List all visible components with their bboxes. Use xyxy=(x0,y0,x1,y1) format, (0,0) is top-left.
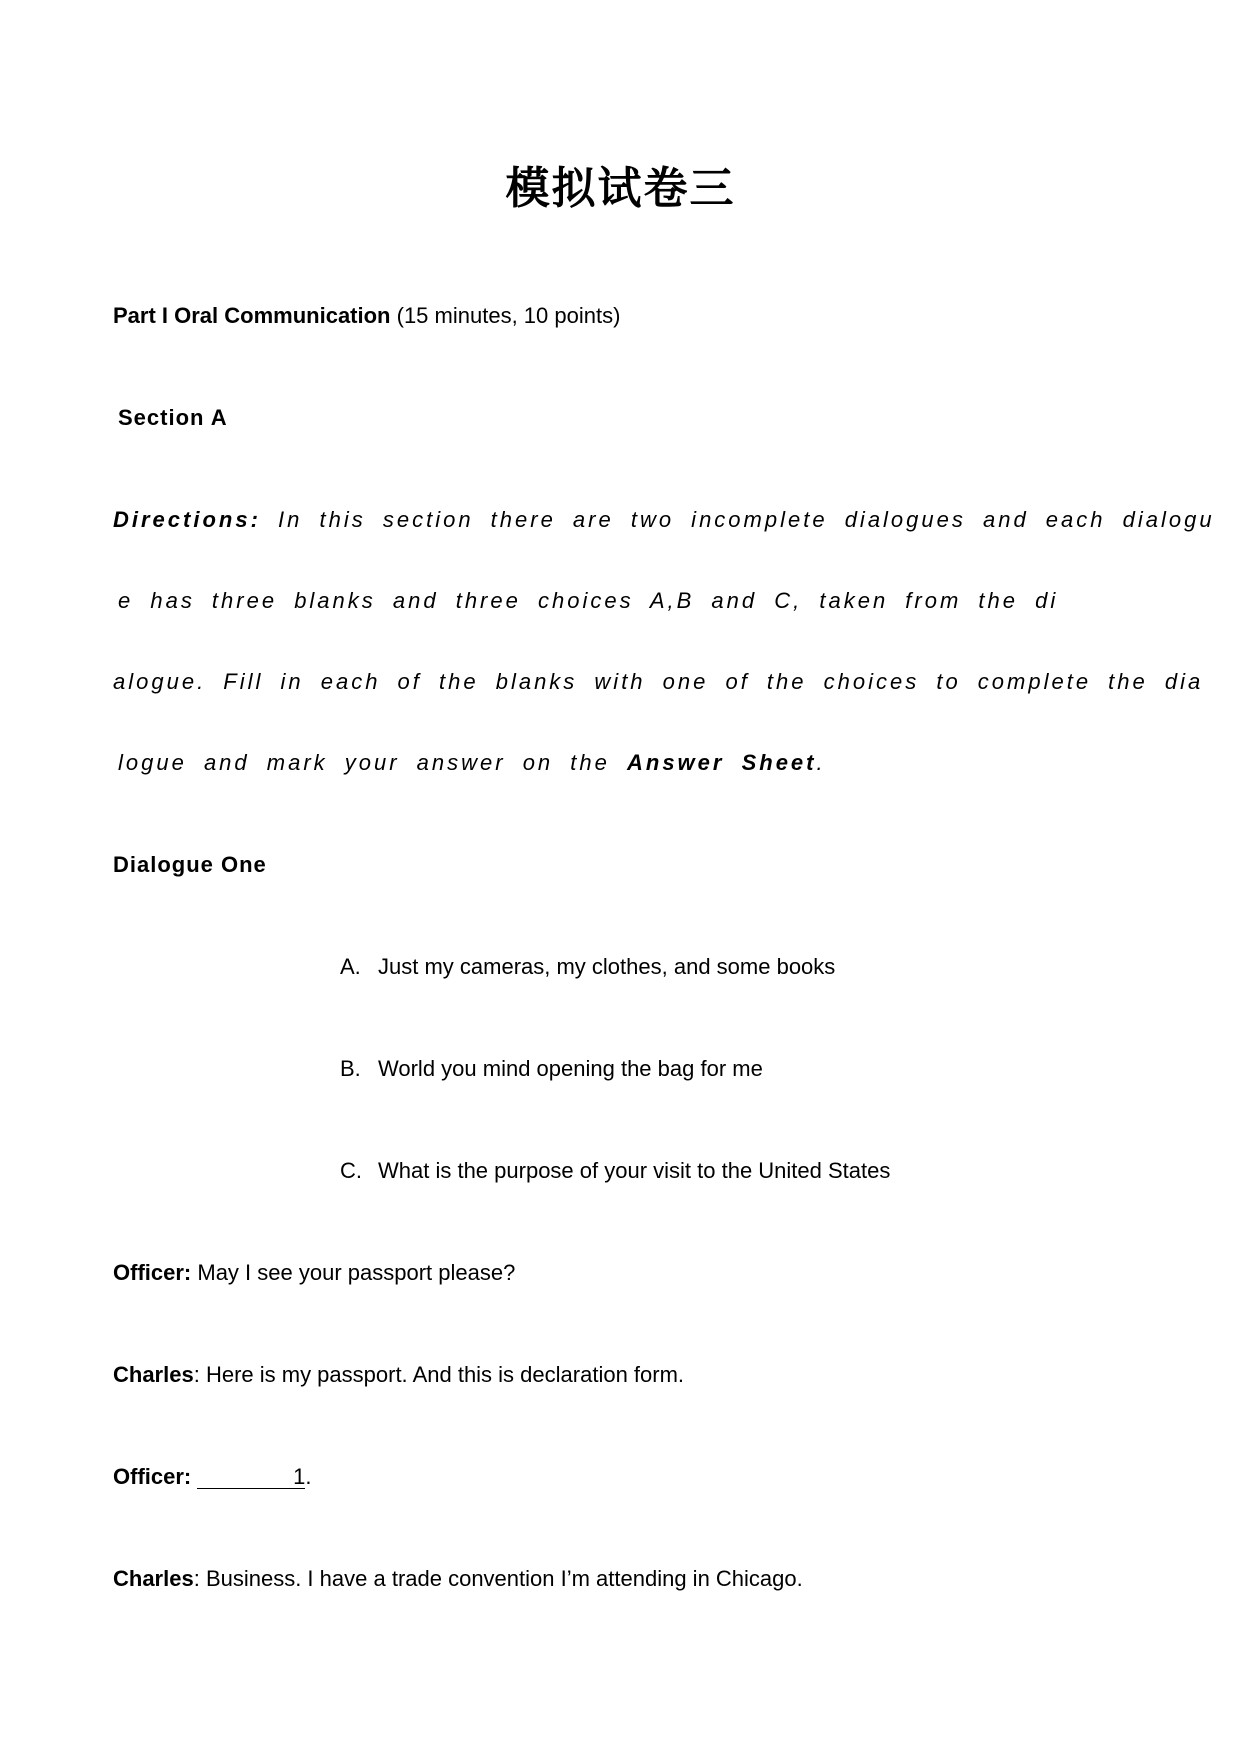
dialogue-line-1 xyxy=(113,1260,515,1286)
speaker-label: Officer: xyxy=(113,1260,192,1285)
option-letter: A. xyxy=(340,954,361,979)
option-a xyxy=(340,954,835,980)
directions-end: . xyxy=(816,750,826,775)
dialogue-text: . xyxy=(305,1464,312,1489)
option-b xyxy=(340,1056,763,1082)
answer-blank[interactable]: 1 xyxy=(197,1466,305,1489)
part-heading xyxy=(113,303,620,329)
directions-label: Directions: xyxy=(113,507,261,532)
speaker-label: Officer: xyxy=(113,1464,192,1489)
section-heading: Section A xyxy=(118,405,228,430)
dialogue-text: May I see your passport please? xyxy=(191,1260,516,1285)
option-text: What is the purpose of your visit to the United States xyxy=(378,1158,891,1183)
dialogue-text: : Here is my passport. And this is declaration form. xyxy=(193,1362,685,1387)
dialogue-line-2 xyxy=(113,1362,684,1388)
dialogue-text: : Business. I have a trade convention I’m attending in Chicago. xyxy=(193,1566,803,1591)
speaker-label: Charles xyxy=(113,1362,194,1387)
directions-line-2: e has three blanks and three choices A,B and C, taken from the di xyxy=(118,588,1059,613)
speaker-label: Charles xyxy=(113,1566,194,1591)
directions-text-4: logue and mark your answer on the xyxy=(118,750,610,775)
directions-line-3: alogue. Fill in each of the blanks with one of the choices to complete the dia xyxy=(113,669,1204,694)
directions-text-1: In this section there are two incomplete dialogues and each dialogu xyxy=(278,507,1215,532)
part-label: Part I Oral Communication xyxy=(113,303,391,328)
option-letter: C. xyxy=(340,1158,362,1183)
option-letter: B. xyxy=(340,1056,361,1081)
answer-sheet-label: Answer Sheet xyxy=(627,750,817,775)
option-text: World you mind opening the bag for me xyxy=(378,1056,763,1081)
part-detail: (15 minutes, 10 points) xyxy=(396,303,621,328)
dialogue-line-4 xyxy=(113,1566,803,1592)
option-c xyxy=(340,1158,890,1184)
directions-line-1 xyxy=(113,507,1215,533)
page-title: 模拟试卷三 xyxy=(505,163,736,214)
directions-line-4 xyxy=(118,750,826,776)
dialogue-heading: Dialogue One xyxy=(113,852,267,877)
dialogue-line-3 xyxy=(113,1464,312,1490)
option-text: Just my cameras, my clothes, and some books xyxy=(378,954,836,979)
